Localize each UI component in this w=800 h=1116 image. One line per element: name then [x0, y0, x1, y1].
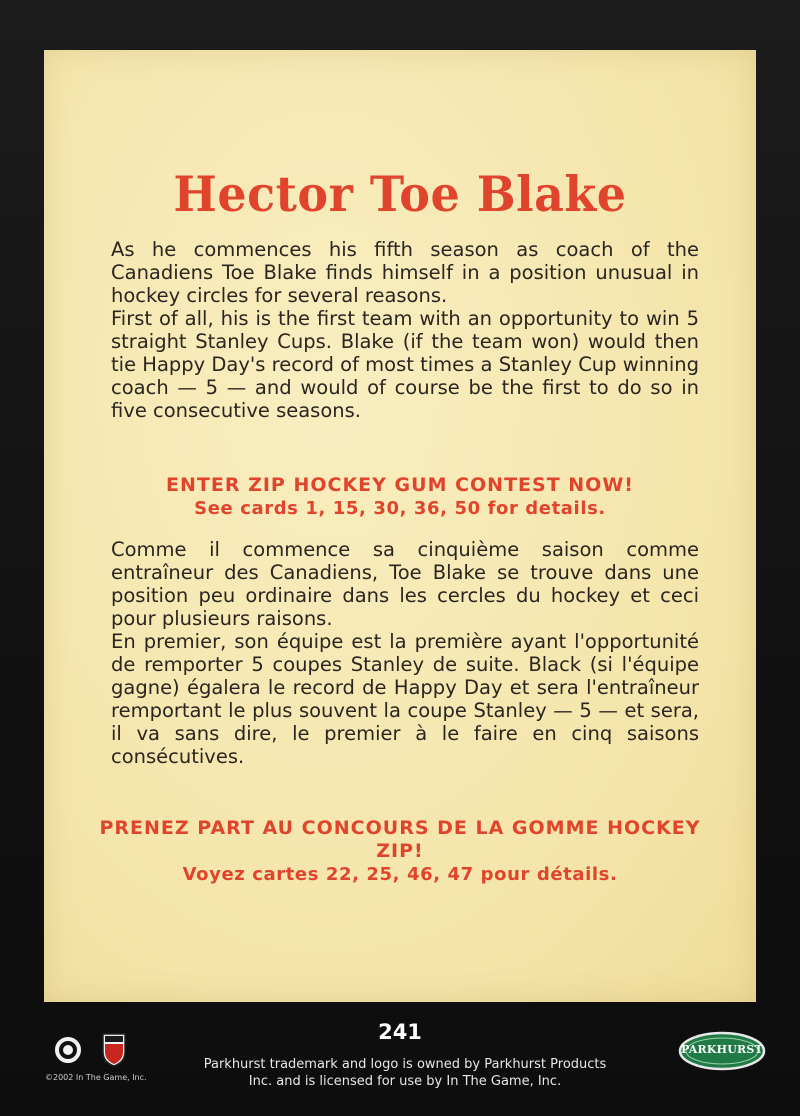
legal-line: Inc. and is licensed for use by In The Game, Inc.	[248, 1074, 562, 1089]
legal-line: Parkhurst trademark and logo is owned by Parkhurst Products	[203, 1057, 607, 1072]
english-contest-promo	[94, 474, 706, 520]
contest-details: See cards 1, 15, 30, 36, 50 for details.	[194, 498, 606, 519]
french-biography	[111, 538, 699, 768]
player-name-title: Hector Toe Blake	[173, 165, 627, 223]
english-paragraph: As he commences his fifth season as coach of the Canadiens Toe Blake finds himself in a position unusual in hockey circles for several reasons.	[111, 238, 699, 307]
french-paragraph: En premier, son équipe est la première ayant l'opportunité de remporter 5 coupes Stanley de suite. Black (si l'équipe gagne) égalera le record de Happy Day et sera l'entraîneur remportant le plus souvent la coupe Stanley — 5 — et sera, il va sans dire, le premier à le faire en cinq saisons consécutives.	[111, 630, 699, 768]
contest-details: Voyez cartes 22, 25, 46, 47 pour détails.	[182, 864, 618, 885]
card-number: 241	[378, 1020, 422, 1044]
contest-headline: PRENEZ PART AU CONCOURS DE LA GOMME HOCKEY ZIP!	[99, 817, 701, 862]
parkhurst-logo-text: PARKHURST	[681, 1043, 763, 1056]
english-paragraph: First of all, his is the first team with an opportunity to win 5 straight Stanley Cups. Blake (if the team won) would then tie Happy Day's record of most times a Stanley Cup winning coach — 5 — and would of course be the first to do so in five consecutive seasons.	[111, 307, 699, 422]
copyright-text: ©2002 In The Game, Inc.	[45, 1073, 147, 1082]
english-biography	[111, 238, 699, 422]
legal-notice	[170, 1056, 640, 1090]
contest-headline: ENTER ZIP HOCKEY GUM CONTEST NOW!	[166, 474, 634, 496]
french-paragraph: Comme il commence sa cinquième saison comme entraîneur des Canadiens, Toe Blake se trouve dans une position peu ordinaire dans les cercles du hockey et ceci pour plusieurs raisons.	[111, 538, 699, 630]
french-contest-promo	[94, 817, 706, 886]
text-panel	[44, 50, 756, 1002]
